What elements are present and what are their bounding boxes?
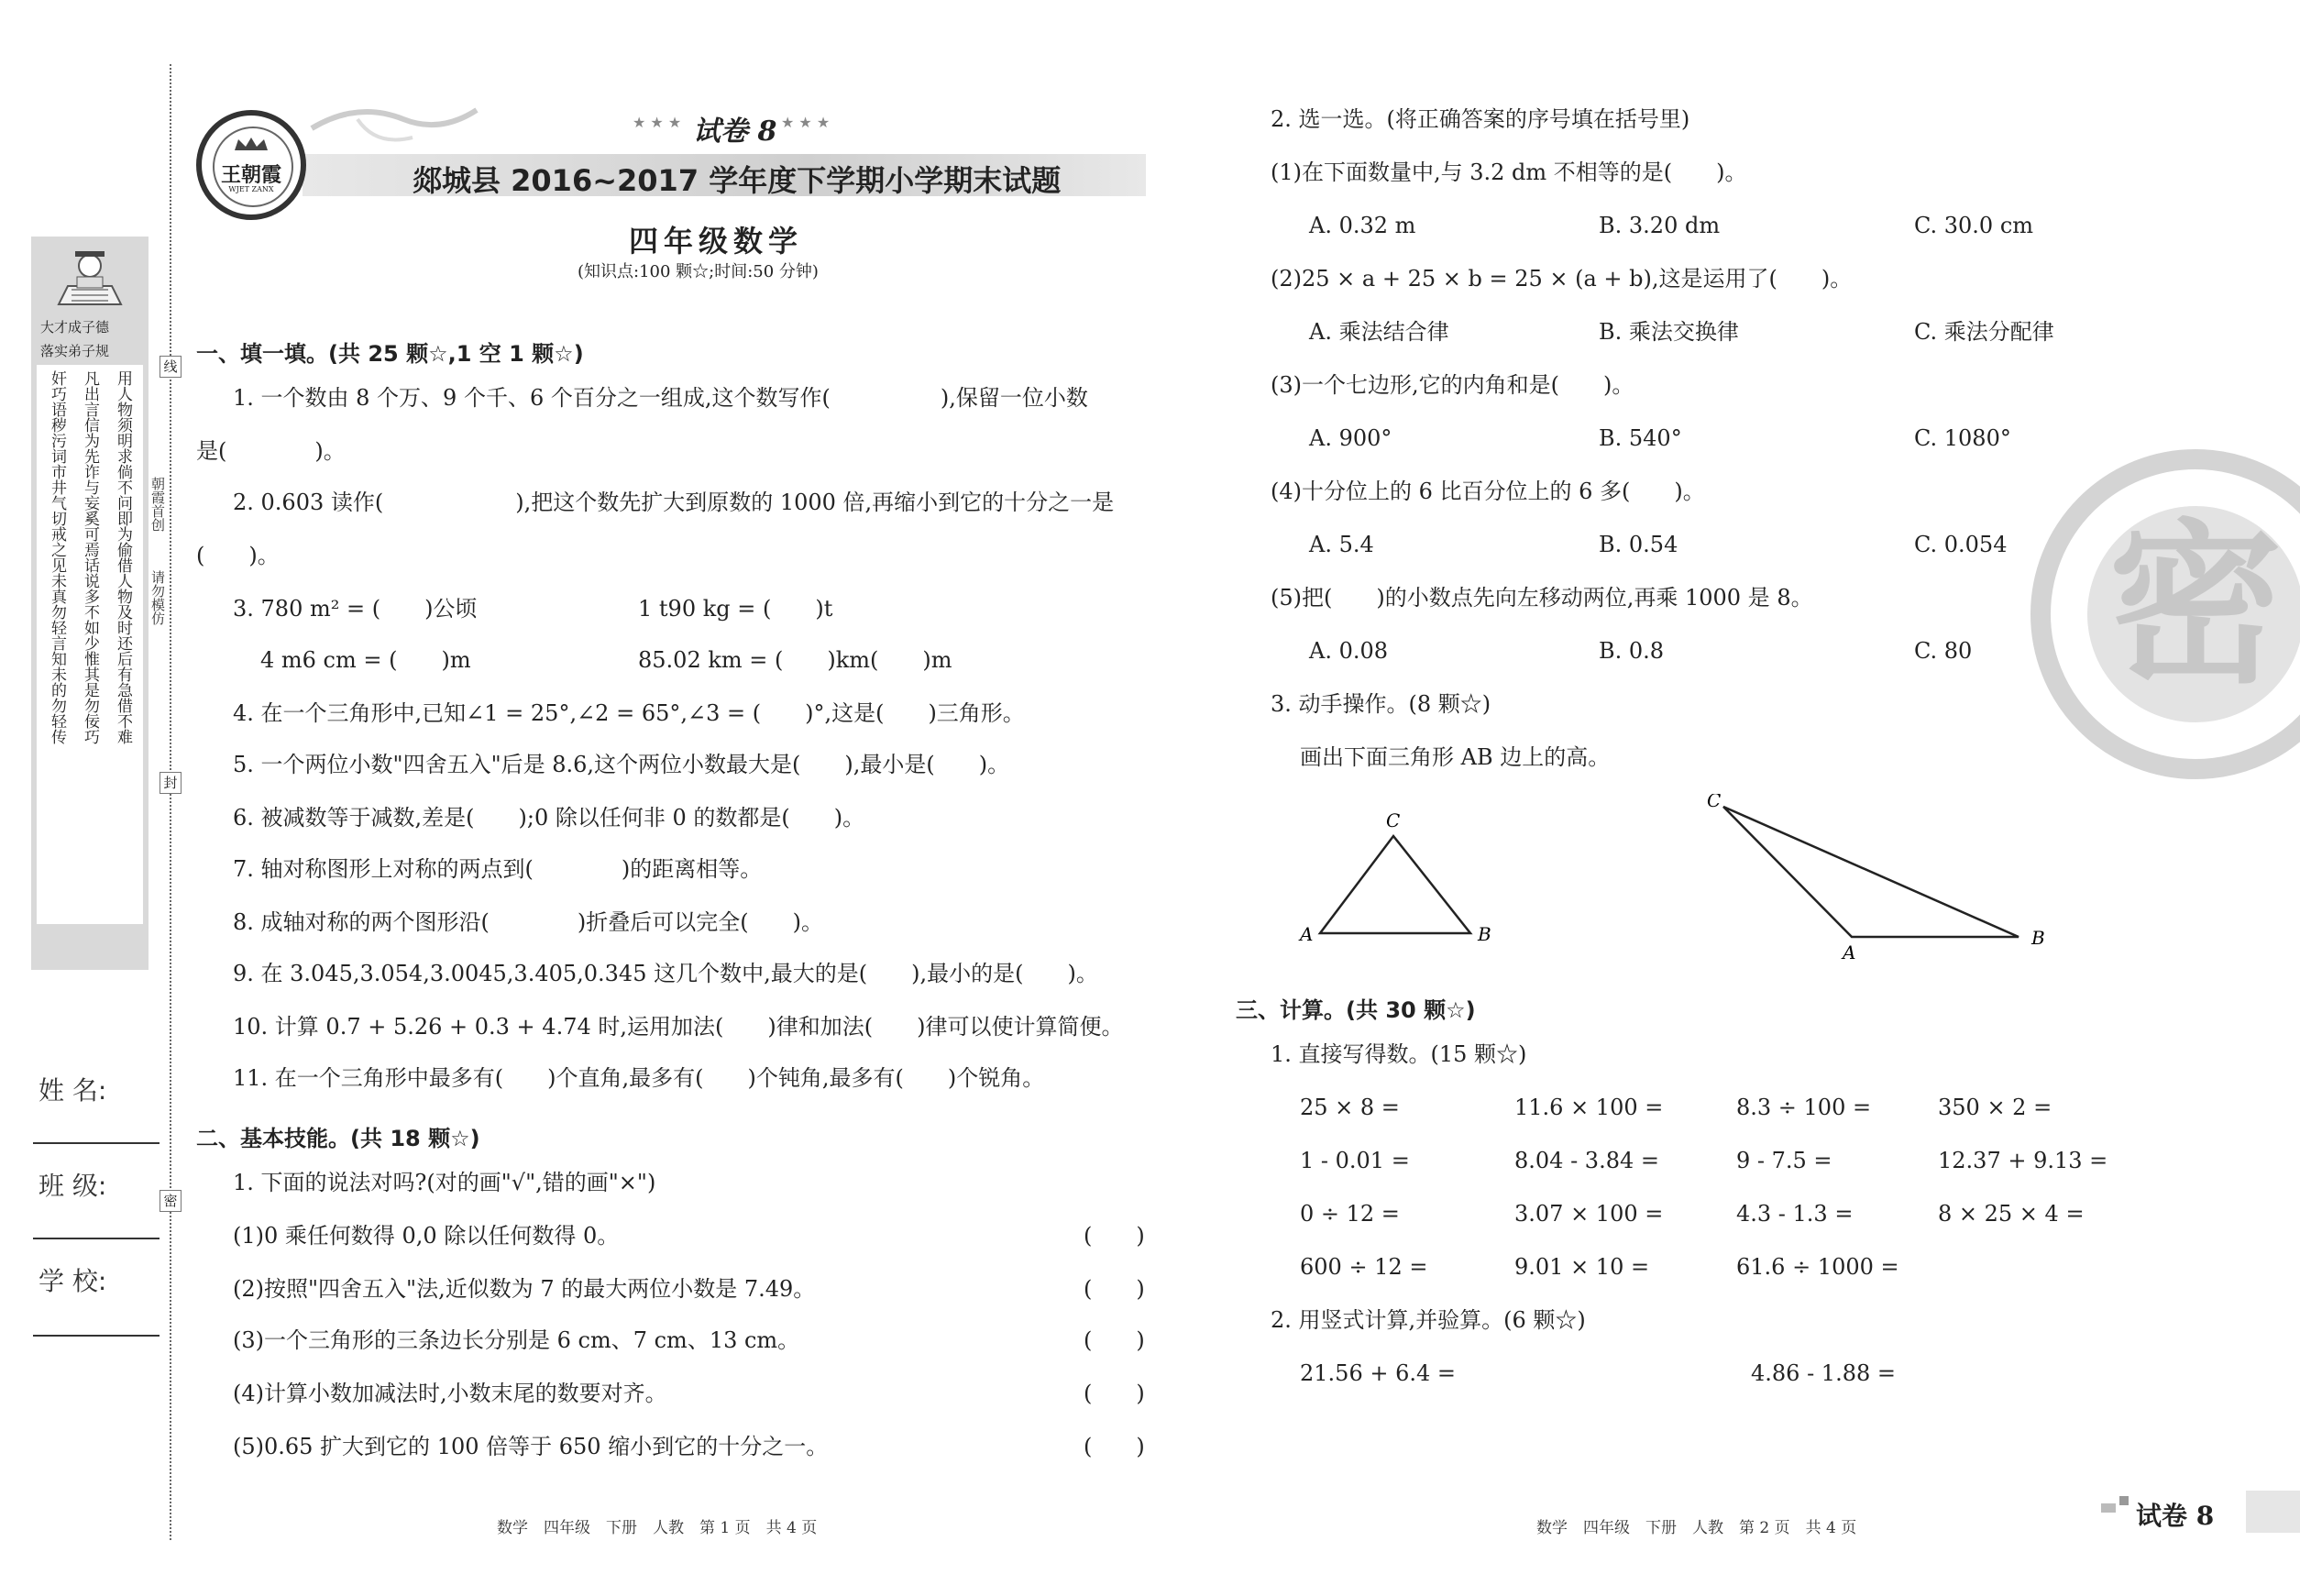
motto-line-1: 大才成子德 bbox=[40, 319, 110, 336]
choice-option-b: B. 0.8 bbox=[1599, 638, 1665, 664]
subject-title: 四年级数学 bbox=[629, 224, 804, 259]
choice-question-3: (3)一个七边形,它的内角和是( )。 bbox=[1271, 372, 1634, 398]
calc-item: 61.6 ÷ 1000 = bbox=[1736, 1254, 1899, 1280]
choice-option-c: C. 乘法分配律 bbox=[1914, 319, 2054, 345]
brand-logo bbox=[196, 110, 306, 220]
ribbon-decoration bbox=[303, 92, 486, 156]
side-note-1: 朝霞首创 bbox=[149, 477, 166, 532]
question-3-part-a: 3. 780 m² = ( )公顷 bbox=[233, 596, 478, 622]
mental-calc-title: 1. 直接写得数。(15 颗☆) bbox=[1271, 1041, 1527, 1067]
choice-option-a: A. 0.08 bbox=[1309, 638, 1389, 664]
question-1: 1. 一个数由 8 个万、9 个千、6 个百分之一组成,这个数写作( ),保留一位小数 bbox=[233, 385, 1088, 411]
cut-word: 密 bbox=[160, 1190, 182, 1212]
question-10: 10. 计算 0.7 + 5.26 + 0.3 + 4.74 时,运用加法( )律和加法( )律可以使计算简便。 bbox=[233, 1014, 1124, 1040]
triangle-label-a: A bbox=[1300, 923, 1314, 945]
calc-item: 3.07 × 100 = bbox=[1514, 1201, 1664, 1227]
cut-word: 线 bbox=[160, 356, 182, 378]
calc-item: 9 - 7.5 = bbox=[1736, 1148, 1832, 1173]
calc-item: 12.37 + 9.13 = bbox=[1938, 1148, 2108, 1173]
choice-option-a: A. 5.4 bbox=[1309, 532, 1374, 557]
answer-blank[interactable]: ( ) bbox=[1084, 1327, 1145, 1353]
motto-strip bbox=[31, 237, 149, 970]
choice-option-c: C. 1080° bbox=[1914, 425, 2011, 451]
calc-item: 9.01 × 10 = bbox=[1514, 1254, 1650, 1280]
calc-item: 0 ÷ 12 = bbox=[1300, 1201, 1400, 1227]
logo-subtext: WJET ZANX bbox=[228, 185, 274, 193]
footer-page-1: 数学 四年级 下册 人教 第 1 页 共 4 页 bbox=[497, 1519, 818, 1537]
section-2-title: 二、基本技能。(共 18 颗☆) bbox=[196, 1126, 480, 1151]
section-3-title: 三、计算。(共 30 颗☆) bbox=[1236, 997, 1476, 1023]
name-field[interactable] bbox=[33, 1142, 160, 1144]
calc-item: 8.04 - 3.84 = bbox=[1514, 1148, 1659, 1173]
crown-icon bbox=[233, 136, 270, 152]
cut-word: 封 bbox=[160, 772, 182, 794]
question-9: 9. 在 3.045,3.054,3.0045,3.405,0.345 这几个数中,最大的是( ),最小的是( )。 bbox=[233, 961, 1098, 986]
star-decoration-right: ★ ★ ★ bbox=[781, 114, 831, 131]
school-field[interactable] bbox=[33, 1335, 160, 1337]
question-5: 5. 一个两位小数"四舍五入"后是 8.6,这个两位小数最大是( ),最小是( )。 bbox=[233, 752, 1010, 777]
answer-blank[interactable]: ( ) bbox=[1084, 1223, 1145, 1249]
answer-blank[interactable]: ( ) bbox=[1084, 1276, 1145, 1302]
choice-option-a: A. 900° bbox=[1309, 425, 1392, 451]
answer-blank[interactable]: ( ) bbox=[1084, 1434, 1145, 1459]
operation-title: 3. 动手操作。(8 颗☆) bbox=[1271, 691, 1491, 717]
choice-question-5: (5)把( )的小数点先向左移动两位,再乘 1000 是 8。 bbox=[1271, 585, 1813, 611]
question-6: 6. 被减数等于减数,差是( );0 除以任何非 0 的数都是( )。 bbox=[233, 805, 865, 831]
triangle-label-b: B bbox=[2031, 927, 2045, 949]
question-3-part-b: 1 t90 kg = ( )t bbox=[638, 596, 833, 622]
corner-band bbox=[2246, 1491, 2300, 1533]
question-2-cont: ( )。 bbox=[196, 543, 280, 568]
school-label: 学 校: bbox=[39, 1266, 107, 1296]
motto-column: 凡出言信为先诈与妄奚可焉话说多不如少惟其是勿佞巧 bbox=[81, 370, 99, 744]
footer-page-2: 数学 四年级 下册 人教 第 2 页 共 4 页 bbox=[1536, 1519, 1857, 1537]
paper-label: 试卷 8 bbox=[693, 116, 777, 148]
side-note-2: 请勿模仿 bbox=[149, 570, 166, 625]
judge-item-2: (2)按照"四舍五入"法,近似数为 7 的最大两位小数是 7.49。 bbox=[233, 1276, 816, 1302]
class-label: 班 级: bbox=[39, 1171, 107, 1201]
calc-item: 1 - 0.01 = bbox=[1300, 1148, 1410, 1173]
choice-question-2: (2)25 × a + 25 × b = 25 × (a + b),这是运用了( )。 bbox=[1271, 266, 1853, 292]
vertical-calc-2: 4.86 - 1.88 = bbox=[1751, 1360, 1896, 1386]
calc-item: 11.6 × 100 = bbox=[1514, 1095, 1664, 1120]
logo-text: 王朝霞 bbox=[220, 163, 281, 187]
calc-item: 350 × 2 = bbox=[1938, 1095, 2052, 1120]
calc-item: 8 × 25 × 4 = bbox=[1938, 1201, 2085, 1227]
corner-decoration bbox=[2101, 1503, 2116, 1513]
triangle-label-b: B bbox=[1478, 923, 1491, 945]
question-1-cont: 是( )。 bbox=[196, 438, 346, 464]
choice-option-b: B. 0.54 bbox=[1599, 532, 1678, 557]
calc-item: 8.3 ÷ 100 = bbox=[1736, 1095, 1872, 1120]
motto-columns bbox=[37, 365, 143, 924]
judge-item-3: (3)一个三角形的三条边长分别是 6 cm、7 cm、13 cm。 bbox=[233, 1327, 800, 1353]
choice-intro: 2. 选一选。(将正确答案的序号填在括号里) bbox=[1271, 106, 1690, 132]
choice-option-c: C. 30.0 cm bbox=[1914, 213, 2034, 238]
motto-line-2: 落实弟子规 bbox=[40, 343, 110, 359]
cut-line bbox=[170, 64, 171, 1540]
choice-option-b: B. 乘法交换律 bbox=[1599, 319, 1739, 345]
judge-intro: 1. 下面的说法对吗?(对的画"√",错的画"×") bbox=[233, 1170, 656, 1195]
corner-paper-label: 试卷 8 bbox=[2136, 1501, 2215, 1531]
confidential-seal bbox=[2030, 449, 2300, 779]
section-1-title: 一、填一填。(共 25 颗☆,1 空 1 颗☆) bbox=[196, 341, 584, 367]
choice-question-4: (4)十分位上的 6 比百分位上的 6 多( )。 bbox=[1271, 479, 1705, 504]
answer-blank[interactable]: ( ) bbox=[1084, 1381, 1145, 1406]
triangle-label-c: C bbox=[1707, 794, 1722, 811]
operation-desc: 画出下面三角形 AB 边上的高。 bbox=[1300, 744, 1611, 770]
triangle-label-a: A bbox=[1843, 941, 1856, 959]
student-reading-illustration bbox=[31, 249, 149, 323]
corner-decoration bbox=[2119, 1496, 2129, 1505]
judge-item-5: (5)0.65 扩大到它的 100 倍等于 650 缩小到它的十分之一。 bbox=[233, 1434, 829, 1459]
vertical-calc-title: 2. 用竖式计算,并验算。(6 颗☆) bbox=[1271, 1307, 1586, 1333]
question-7: 7. 轴对称图形上对称的两点到( )的距离相等。 bbox=[233, 856, 763, 882]
class-field[interactable] bbox=[33, 1238, 160, 1239]
page-title: 郯城县 2016~2017 学年度下学期小学期末试题 bbox=[413, 163, 1062, 198]
question-4: 4. 在一个三角形中,已知∠1 = 25°,∠2 = 65°,∠3 = ( )°,这是( )三角形。 bbox=[233, 700, 1025, 726]
motto-column: 用人物须明求倘不问即为偷借人物及时还后有急借不难 bbox=[114, 370, 132, 744]
judge-item-1: (1)0 乘任何数得 0,0 除以任何数得 0。 bbox=[233, 1223, 620, 1249]
choice-question-1: (1)在下面数量中,与 3.2 dm 不相等的是( )。 bbox=[1271, 160, 1747, 185]
exam-info: (知识点:100 颗☆;时间:50 分钟) bbox=[578, 262, 819, 281]
choice-option-a: A. 0.32 m bbox=[1309, 213, 1416, 238]
choice-option-c: C. 80 bbox=[1914, 638, 1973, 664]
calc-item: 4.3 - 1.3 = bbox=[1736, 1201, 1854, 1227]
star-decoration-left: ★ ★ ★ bbox=[633, 114, 682, 131]
question-2: 2. 0.603 读作( ),把这个数先扩大到原数的 1000 倍,再缩小到它的十分之一是 bbox=[233, 490, 1115, 515]
vertical-calc-1: 21.56 + 6.4 = bbox=[1300, 1360, 1456, 1386]
choice-option-b: B. 540° bbox=[1599, 425, 1682, 451]
choice-option-a: A. 乘法结合律 bbox=[1309, 319, 1449, 345]
seal-glyph: 密 bbox=[2107, 504, 2283, 707]
judge-item-4: (4)计算小数加减法时,小数末尾的数要对齐。 bbox=[233, 1381, 667, 1406]
motto-column: 奸巧语秽污词市井气切戒之见未真勿轻言知未的勿轻传 bbox=[48, 370, 66, 744]
name-label: 姓 名: bbox=[39, 1075, 107, 1106]
triangle-figures bbox=[1283, 794, 2108, 959]
choice-option-c: C. 0.054 bbox=[1914, 532, 2008, 557]
choice-option-b: B. 3.20 dm bbox=[1599, 213, 1721, 238]
calc-item: 600 ÷ 12 = bbox=[1300, 1254, 1428, 1280]
question-3-part-d: 85.02 km = ( )km( )m bbox=[638, 647, 952, 673]
question-3-part-c: 4 m6 cm = ( )m bbox=[260, 647, 471, 673]
triangle-label-c: C bbox=[1386, 809, 1401, 831]
calc-item: 25 × 8 = bbox=[1300, 1095, 1400, 1120]
question-8: 8. 成轴对称的两个图形沿( )折叠后可以完全( )。 bbox=[233, 909, 823, 935]
question-11: 11. 在一个三角形中最多有( )个直角,最多有( )个钝角,最多有( )个锐角。 bbox=[233, 1065, 1045, 1091]
